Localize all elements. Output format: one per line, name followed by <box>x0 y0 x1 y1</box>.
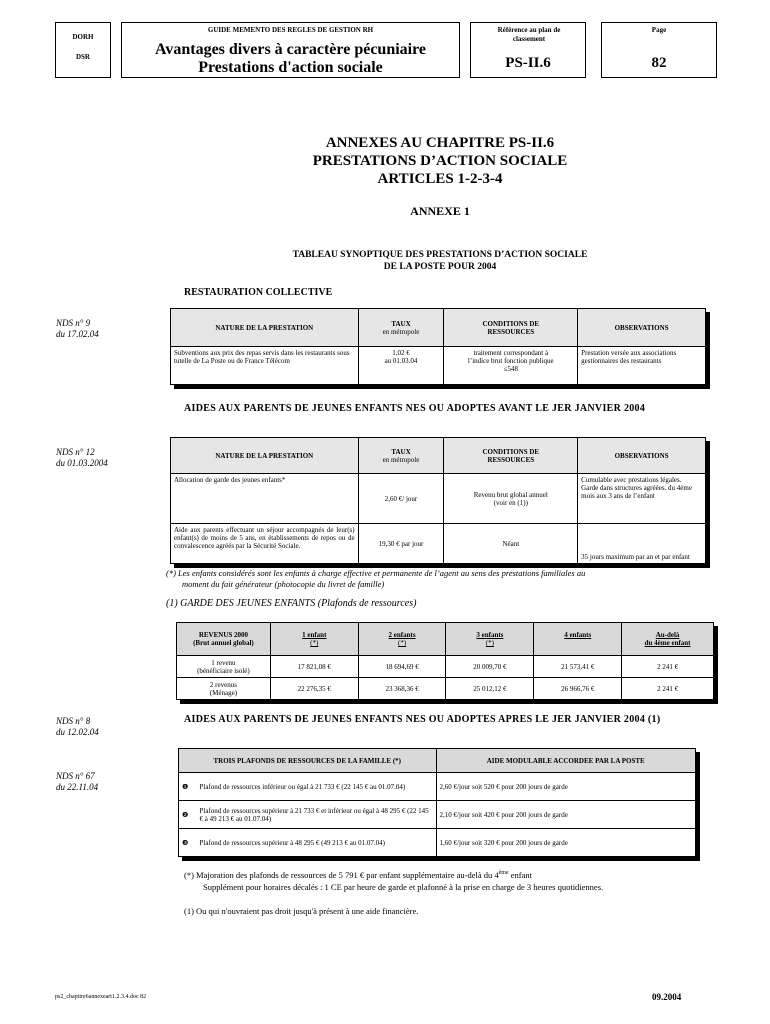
annexe-title: ANNEXE 1 <box>410 204 470 218</box>
cell-value: 2 241 € <box>622 656 714 678</box>
col-observations: OBSERVATIONS <box>578 309 706 347</box>
cell-taux: 1,02 € au 01.03.04 <box>358 347 444 385</box>
cell-taux: 2,60 €/ jour <box>358 474 444 524</box>
col-observations: OBSERVATIONS <box>578 438 706 474</box>
row-number: ❷ <box>179 801 197 829</box>
row-number: ❶ <box>179 773 197 801</box>
cell-taux: 19,30 € par jour <box>358 524 444 564</box>
nds-67 <box>56 771 98 793</box>
col-conditions: CONDITIONS DE RESSOURCES <box>444 309 578 347</box>
aides-avant-heading: AIDES AUX PARENTS DE JEUNES ENFANTS NES OU ADOPTES AVANT LE JER JANVIER 2004 <box>184 403 646 414</box>
dept-bottom: DSR <box>75 53 90 61</box>
cell-value: 26 966,76 € <box>534 678 622 700</box>
cell-revenu-label: 1 revenu (bénéficiaire isolé) <box>177 656 271 678</box>
cell-value: 2 241 € <box>622 678 714 700</box>
synoptic-title-1: TABLEAU SYNOPTIQUE DES PRESTATIONS D’ACTION SOCIALE <box>292 250 588 260</box>
cell-nature: Subventions aux prix des repas servis dans les restaurants sous tutelle de La Poste ou de France Télécom <box>171 347 359 385</box>
children-note-2: moment du fait générateur (photocopie du livret de famille) <box>182 579 385 589</box>
col-3-enfants: 3 enfants (*) <box>446 623 534 656</box>
nds-9-number: NDS n° 9 <box>56 318 91 328</box>
table-row <box>179 829 696 857</box>
dept-top: DORH <box>72 33 94 41</box>
main-title-2: Prestations d'action sociale <box>198 59 383 76</box>
header-title-box <box>121 22 460 78</box>
nds-67-number: NDS n° 67 <box>56 771 95 781</box>
restauration-table <box>170 308 706 385</box>
header-dept-box <box>55 22 111 78</box>
cell-aide: 2,10 €/jour soit 420 € pour 200 jours de garde <box>436 801 696 829</box>
cell-aide: 1,60 €/jour soit 320 € pour 200 jours de garde <box>436 829 696 857</box>
cell-revenu-label: 2 revenus (Ménage) <box>177 678 271 700</box>
page-label: Page <box>651 26 667 34</box>
footer-file: ps2_chapitre6annexeart1.2.3.4.doc 82 <box>55 994 147 1000</box>
table-row <box>171 474 706 524</box>
aide-financiere-note: (1) Ou qui n'ouvraient pas droit jusqu'à présent à une aide financière. <box>184 906 419 916</box>
main-title-1: Avantages divers à caractère pécuniaire <box>154 41 427 58</box>
nds-12 <box>56 447 108 469</box>
majoration-note: (*) Majoration des plafonds de ressources de 5 791 € par enfant supplémentaire au-delà du 4ème enfant <box>184 870 533 880</box>
cell-aide: 2,60 €/jour soit 520 € pour 200 jours de garde <box>436 773 696 801</box>
cell-value: 18 694,69 € <box>358 656 446 678</box>
nds-8-date: du 12.02.04 <box>56 727 99 737</box>
doc-title-1: ANNEXES AU CHAPITRE PS-II.6 <box>325 135 555 151</box>
row-number: ❸ <box>179 829 197 857</box>
col-2-enfants: 2 enfants (*) <box>358 623 446 656</box>
nds-8 <box>56 716 99 738</box>
doc-title-2: PRESTATIONS D’ACTION SOCIALE <box>312 153 568 169</box>
header-page-box <box>601 22 717 78</box>
col-4-enfants: 4 enfants <box>534 623 622 656</box>
cell-observations: Cumulable avec prestations légales. Garde dans structures agréées. du 4ème mois aux 3 ans de l’enfant <box>578 474 706 524</box>
cell-value: 25 012,12 € <box>446 678 534 700</box>
footer-date: 09.2004 <box>652 992 682 1002</box>
nds-9 <box>56 318 99 340</box>
cell-nature: Allocation de garde des jeunes enfants* <box>171 474 359 524</box>
col-aide: AIDE MODULABLE ACCORDEE PAR LA POSTE <box>436 749 696 773</box>
col-1-enfant: 1 enfant (*) <box>270 623 358 656</box>
page-value: 82 <box>651 55 667 71</box>
synoptic-title-2: DE LA POSTE POUR 2004 <box>383 262 497 272</box>
cell-value: 23 368,36 € <box>358 678 446 700</box>
cell-value: 17 821,08 € <box>270 656 358 678</box>
cell-conditions: Néant <box>444 524 578 564</box>
cell-value: 20 009,70 € <box>446 656 534 678</box>
header-ref-box <box>470 22 586 78</box>
nds-67-date: du 22.11.04 <box>56 782 99 792</box>
cell-conditions: Revenu brut global annuel (voir en (1)) <box>444 474 578 524</box>
ref-value: PS-II.6 <box>505 55 551 71</box>
doc-title-3: ARTICLES 1-2-3-4 <box>377 171 503 187</box>
cell-plafond: Plafond de ressources supérieur à 48 295 € (49 213 € au 01.07.04) <box>196 829 436 857</box>
col-taux: TAUX en métropole <box>358 438 444 474</box>
garde-title: (1) GARDE DES JEUNES ENFANTS (Plafonds de ressources) <box>166 598 417 609</box>
cell-value: 21 573,41 € <box>534 656 622 678</box>
cell-plafond: Plafond de ressources inférieur ou égal à 21 733 € (22 145 € au 01.07.04) <box>196 773 436 801</box>
ref-label: Référence au plan de classement <box>497 26 561 43</box>
col-plafonds: TROIS PLAFONDS DE RESSOURCES DE LA FAMILLE (*) <box>179 749 437 773</box>
cell-conditions: traitement correspondant à l’indice brut fonction publique ≤548 <box>444 347 578 385</box>
table-row <box>177 656 714 678</box>
nds-8-number: NDS n° 8 <box>56 716 91 726</box>
table-row <box>177 678 714 700</box>
aides-apres-heading: AIDES AUX PARENTS DE JEUNES ENFANTS NES OU ADOPTES APRES LE JER JANVIER 2004 (1) <box>184 714 661 725</box>
nds-9-date: du 17.02.04 <box>56 329 99 339</box>
cell-observations: Prestation versée aux associations gestionnaires des restaurants <box>578 347 706 385</box>
aides-apres-table <box>178 748 696 857</box>
restauration-heading: RESTAURATION COLLECTIVE <box>184 287 333 298</box>
cell-plafond: Plafond de ressources supérieur à 21 733 € et inférieur ou égal à 48 295 € (22 145 € à 49 213 € au 01.07.04) <box>196 801 436 829</box>
plafonds-table <box>176 622 714 700</box>
nds-12-date: du 01.03.2004 <box>56 458 108 468</box>
cell-observations: 35 jours maximum par an et par enfant <box>578 524 706 564</box>
cell-nature: Aide aux parents effectuant un séjour accompagnés de leur(s) enfant(s) de moins de 5 ans, en établissements de repos ou de convalescence agréés par la Sécurité Sociale. <box>171 524 359 564</box>
col-revenus: REVENUS 2000 (Brut annuel global) <box>177 623 271 656</box>
horaires-note: Supplément pour horaires décalés : 1 CE par heure de garde et plafonné à la prise en charge de 3 heures quotidiennes. <box>203 882 604 892</box>
children-note-1: (*) Les enfants considérés sont les enfants à charge effective et permanente de l’agent au sens des prestations familiales au <box>166 568 586 578</box>
col-nature: NATURE DE LA PRESTATION <box>171 438 359 474</box>
col-nature: NATURE DE LA PRESTATION <box>171 309 359 347</box>
nds-12-number: NDS n° 12 <box>56 447 95 457</box>
table-row <box>179 773 696 801</box>
col-conditions: CONDITIONS DE RESSOURCES <box>444 438 578 474</box>
aides-avant-table <box>170 437 706 564</box>
cell-value: 22 276,35 € <box>270 678 358 700</box>
col-au-dela: Au-delà du 4ème enfant <box>622 623 714 656</box>
guide-title: GUIDE MEMENTO DES REGLES DE GESTION RH <box>207 26 374 34</box>
table-row <box>171 524 706 564</box>
col-taux: TAUX en métropole <box>358 309 444 347</box>
table-row <box>171 347 706 385</box>
table-row <box>179 801 696 829</box>
